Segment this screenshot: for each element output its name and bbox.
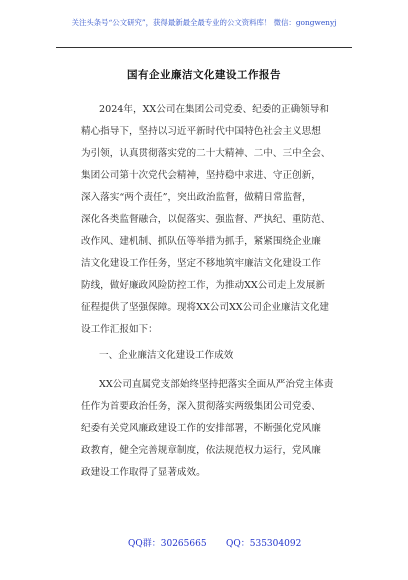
- body-line-8: 洁文化建设工作任务，坚定不移地筑牢廉洁文化建设工作: [81, 258, 321, 269]
- body-line-16: 政建设工作取得了显著成效。: [81, 467, 206, 478]
- body-line-12: XX公司直属党支部始终坚持把落实全面从严治党主体责: [99, 379, 334, 390]
- body-line-7: 改作风、建机制、抓队伍等举措为抓手，紧紧围绕企业廉: [81, 236, 321, 247]
- body-line-10: 征程提供了坚强保障。现将XX公司XX公司企业廉洁文化建: [81, 302, 329, 313]
- body-line-4: 集团公司第十次党代会精神，坚持稳中求进、守正创新，: [81, 170, 321, 181]
- header-banner: 关注头条号“公文研究”，获得最新最全最专业的公文资料库！ 微信：gongwenyj: [71, 18, 337, 27]
- body-line-13: 任作为首要政治任务，深入贯彻落实两级集团公司党委、: [81, 401, 321, 412]
- footer-qq-group: QQ群：30265665: [128, 539, 207, 549]
- footer-qq-contact: QQ：535304092: [226, 539, 302, 549]
- body-line-6: 深化各类监督融合，以促落实、强监督、严执纪、重防范、: [81, 214, 331, 225]
- body-line-9: 防线，做好廉政风险防控工作，为推动XX公司走上发展新: [81, 280, 325, 291]
- document-title: 国有企业廉洁文化建设工作报告: [127, 69, 281, 81]
- body-line-14: 纪委有关党风廉政建设工作的安排部署，不断强化党风廉: [81, 423, 321, 434]
- body-line-2: 精心指导下，坚持以习近平新时代中国特色社会主义思想: [81, 126, 321, 137]
- body-line-11: 设工作汇报如下：: [81, 324, 158, 335]
- body-line-15: 政教育，健全完善规章制度，依法规范权力运行，党风廉: [81, 445, 321, 456]
- header-divider: [56, 47, 352, 48]
- body-line-1: 2024年，XX公司在集团公司党委、纪委的正确领导和: [99, 104, 329, 115]
- section-heading: 一、企业廉洁文化建设工作成效: [99, 350, 234, 361]
- body-line-5: 深入落实“两个责任”，突出政治监督，做精日常监督，: [81, 192, 312, 203]
- body-line-3: 为引领，认真贯彻落实党的二十大精神、二中、三中全会、: [81, 148, 331, 159]
